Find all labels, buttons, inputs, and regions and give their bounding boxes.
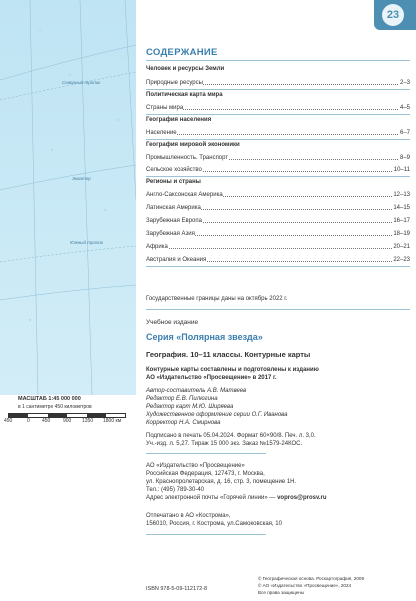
map-label-northern-tropic: Северный тропик — [62, 80, 101, 85]
toc-item-pages: 20–21 — [393, 244, 410, 250]
toc-item-name: Зарубежная Азия — [146, 231, 195, 237]
toc-item-pages: 22–23 — [393, 257, 410, 263]
isbn: ISBN 978-5-09-112172-8 — [146, 586, 208, 592]
divider — [146, 453, 266, 454]
toc-item-name: Англо-Саксонская Америка — [146, 192, 223, 198]
toc-item — [146, 167, 410, 173]
divider — [146, 309, 410, 310]
toc-item-name: Промышленность. Транспорт — [146, 155, 229, 161]
credit-line: Художественное оформление серии О.Г. Иванова — [146, 412, 288, 418]
divider — [146, 266, 410, 267]
hotline-line — [146, 495, 327, 501]
toc-item-pages: 6–7 — [399, 130, 410, 136]
divider — [146, 89, 410, 90]
page-number: 23 — [382, 4, 404, 26]
section-title: Регионы и страны — [146, 179, 201, 185]
compiled-note: АО «Издательство «Просвещение» в 2017 г. — [146, 375, 277, 381]
toc-item — [146, 257, 410, 263]
hotline-label: Адрес электронной почты «Горячей линии» — — [146, 495, 276, 501]
section-title: География мировой экономики — [146, 142, 240, 148]
copyright-line: © Географическая основа. Роскартография, 2009 — [258, 576, 365, 581]
scale-ticks — [0, 418, 136, 425]
toc-item-name: Страны мира — [146, 105, 184, 111]
toc-item-name: Природные ресурсы — [146, 80, 203, 86]
edition-type: Учебное издание — [146, 319, 199, 326]
print-details: Уч.-изд. л. 5,27. Тираж 15 000 экз. Заказ №1579-24КОС. — [146, 441, 303, 447]
toc-item-pages: 18–19 — [393, 231, 410, 237]
toc-item — [146, 231, 410, 237]
toc-item-name: Латинская Америка — [146, 205, 201, 211]
toc-item-name: Население — [146, 130, 177, 136]
contour-map-fragment — [0, 0, 136, 395]
publisher-line: АО «Издательство «Просвещение» — [146, 463, 245, 469]
publisher-line: Российская Федерация, 127473, г. Москва, — [146, 471, 265, 477]
printer-line: Отпечатано в АО «Кострома», — [146, 513, 231, 519]
scale-tick: 900 — [63, 418, 72, 424]
section-title: Человек и ресурсы Земли — [146, 66, 225, 72]
copyright-line: © АО «Издательство «Просвещение», 2024 — [258, 583, 352, 588]
divider — [146, 114, 410, 115]
toc-item-pages: 8–9 — [399, 155, 410, 161]
credit-line: Редактор Е.В. Пилюгина — [146, 396, 218, 402]
toc-item — [146, 80, 410, 86]
scale-tick: 450 — [4, 418, 13, 424]
map-graticule — [0, 0, 136, 395]
scale-title: МАСШТАБ 1:45 000 000 — [18, 396, 81, 402]
divider — [146, 176, 410, 177]
scale-tick: 1800 км — [103, 418, 122, 424]
toc-item-pages: 10–11 — [393, 167, 410, 173]
toc-item-name: Африка — [146, 244, 168, 250]
compiled-note: Контурные карты составлены и подготовлены к изданию — [146, 367, 319, 373]
toc-item-pages: 2–3 — [399, 80, 410, 86]
toc-item-pages: 12–13 — [393, 192, 410, 198]
print-details: Подписано в печать 05.04.2024. Формат 60×90/8. Печ. л. 3,0. — [146, 433, 316, 439]
hotline-email[interactable]: vopros@prosv.ru — [277, 495, 327, 501]
divider — [146, 534, 266, 535]
printer-line: 156010, Россия, г. Кострома, ул.Самоковская, 10 — [146, 521, 282, 527]
copyright-line: Все права защищены — [258, 590, 305, 595]
toc-item — [146, 218, 410, 224]
toc-item-pages: 4–5 — [399, 105, 410, 111]
divider — [146, 60, 410, 61]
toc-item — [146, 105, 410, 111]
map-scale — [0, 396, 136, 426]
toc-item — [146, 192, 410, 198]
toc-item-pages: 14–15 — [393, 205, 410, 211]
scale-tick: 1350 — [82, 418, 94, 424]
toc-item — [146, 205, 410, 211]
section-title: Политическая карта мира — [146, 92, 223, 98]
borders-note: Государственные границы даны на октябрь 2022 г. — [146, 296, 288, 302]
divider — [146, 139, 410, 140]
toc-item — [146, 244, 410, 250]
series-title: Серия «Полярная звезда» — [146, 332, 263, 342]
toc-item-name: Зарубежная Европа — [146, 218, 202, 224]
contents-title: СОДЕРЖАНИЕ — [146, 47, 218, 58]
map-label-southern-tropic: Южный тропик — [70, 240, 104, 245]
book-title: География. 10–11 классы. Контурные карты — [146, 350, 311, 359]
toc-item — [146, 130, 410, 136]
toc-item — [146, 155, 410, 161]
map-label-equator: Экватор — [72, 176, 91, 181]
scale-tick: 0 — [27, 418, 30, 424]
toc-item-name: Австралия и Океания — [146, 257, 207, 263]
credit-line: Автор-составитель А.В. Матвеев — [146, 388, 247, 394]
scale-tick: 450 — [42, 418, 51, 424]
toc-item-name: Сельское хозяйство — [146, 167, 202, 173]
toc-item-pages: 16–17 — [393, 218, 410, 224]
publisher-line: Тел.: (495) 789-30-40 — [146, 487, 204, 493]
publisher-line: ул. Краснопролетарская, д. 16, стр. 3, помещение 1Н. — [146, 479, 297, 485]
scale-subtitle: в 1 сантиметре 450 километров — [18, 404, 92, 410]
section-title: География населения — [146, 117, 212, 123]
credit-line: Редактор карт М.Ю. Ширяева — [146, 404, 234, 410]
credit-line: Корректор Н.А. Смирнова — [146, 420, 221, 426]
